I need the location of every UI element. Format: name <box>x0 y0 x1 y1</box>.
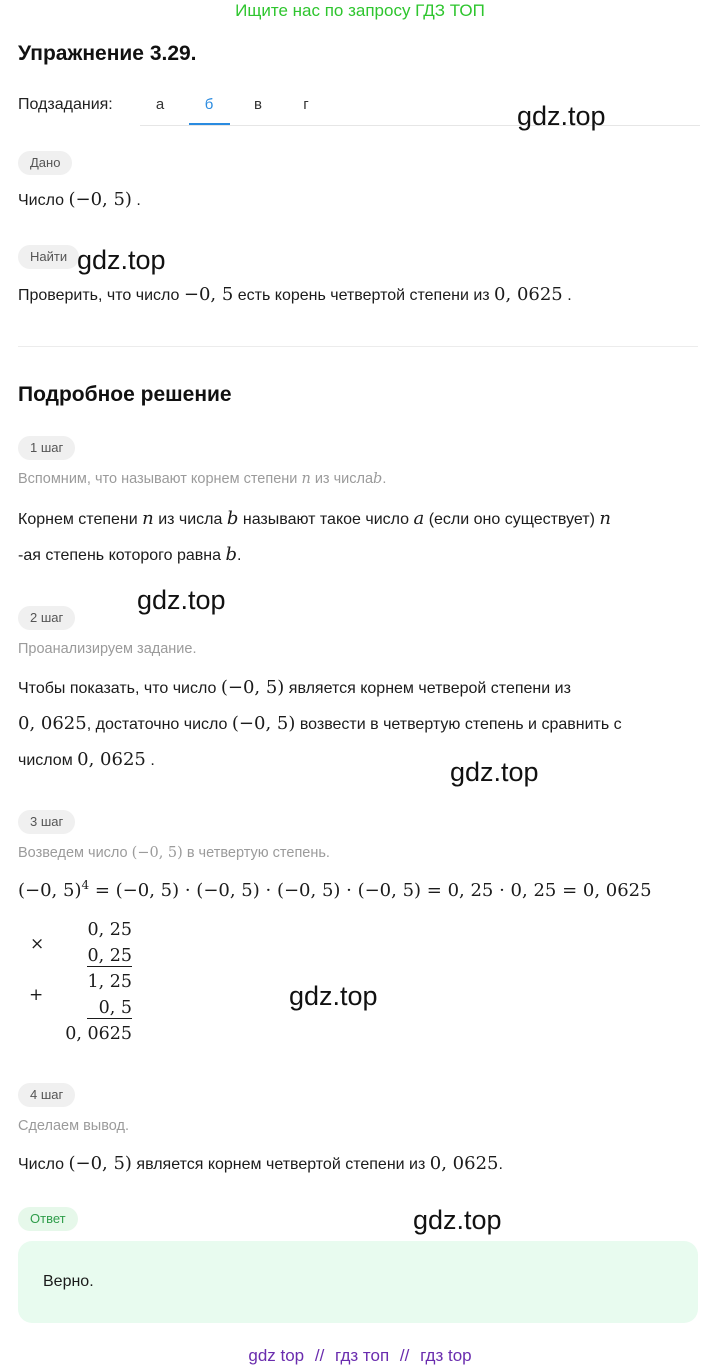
given-text <box>18 189 141 210</box>
footer-links <box>0 1346 720 1366</box>
step4-end: . <box>498 1156 503 1173</box>
step1-l2-a: -ая степень которого равна <box>18 547 221 564</box>
step2-line3 <box>18 749 155 770</box>
multiply-sign: × <box>30 934 45 954</box>
step4-num2: 0, 0625 <box>429 1153 499 1174</box>
step1-pill: 1 шаг <box>18 436 75 460</box>
formula-exponent: 4 <box>81 878 90 892</box>
step1-l1-n: n <box>142 508 154 529</box>
section-divider <box>18 346 698 347</box>
step1-l1-n2: n <box>599 508 611 529</box>
given-pill: Дано <box>18 151 72 175</box>
step2-l3-end: . <box>150 752 155 769</box>
watermark: gdz.top <box>517 101 606 131</box>
step1-l1-a: Корнем степени <box>18 511 138 528</box>
solution-title: Подробное решение <box>18 383 232 406</box>
given-prefix: Число <box>18 192 65 209</box>
step2-l3-num: 0, 0625 <box>77 749 146 770</box>
step1-hint-var: b <box>373 471 383 487</box>
find-suffix: . <box>567 287 572 304</box>
step1-line2 <box>18 544 241 565</box>
formula-rest: = (−0, 5) · (−0, 5) · (−0, 5) · (−0, 5) = 0, 25 · 0, 25 = 0, 0625 <box>94 880 652 901</box>
col-row-1: 0, 25 <box>87 920 132 940</box>
find-num2: 0, 0625 <box>494 284 563 305</box>
plus-sign: + <box>29 985 44 1005</box>
find-part2: есть корень четвертой степени из <box>237 287 490 304</box>
find-part1: Проверить, что число <box>18 287 180 304</box>
answer-text: Верно. <box>43 1273 94 1290</box>
col-row-3: 1, 25 <box>87 972 132 992</box>
step4-num: (−0, 5) <box>68 1153 132 1174</box>
step1-l2-end: . <box>236 547 242 564</box>
step2-hint: Проанализируем задание. <box>18 641 197 657</box>
watermark: gdz.top <box>77 245 166 275</box>
step2-l1-num: (−0, 5) <box>220 677 285 698</box>
find-text <box>18 284 572 305</box>
step2-l1-b: является корнем четверой степени из <box>288 680 571 697</box>
step1-l1-avar: a <box>413 508 425 529</box>
footer-link-3[interactable]: гдз top <box>420 1346 472 1365</box>
step4-hint: Сделаем вывод. <box>18 1118 130 1134</box>
formula-base: (−0, 5) <box>18 880 82 901</box>
tab-v[interactable]: в <box>254 96 262 113</box>
step4-pill: 4 шаг <box>18 1083 75 1107</box>
step2-l2-a: , достаточно число <box>86 716 228 733</box>
footer-link-1[interactable]: gdz top <box>248 1346 305 1365</box>
step1-hint-end: . <box>382 471 387 487</box>
step3-hint <box>18 845 330 861</box>
step3-pill: 3 шаг <box>18 810 75 834</box>
watermark: gdz.top <box>413 1205 502 1235</box>
col-row-4: 0, 5 <box>87 998 132 1019</box>
step4-a: Число <box>18 1156 65 1173</box>
watermark: gdz.top <box>289 981 378 1011</box>
step3-hint-b: в четвертую степень. <box>186 845 330 861</box>
find-pill: Найти <box>18 245 79 269</box>
tab-a[interactable]: а <box>155 96 165 113</box>
step2-line2 <box>18 713 622 734</box>
step2-l2-num: 0, 0625 <box>18 713 87 734</box>
step1-l1-c: называют такое число <box>242 511 410 528</box>
find-num1: −0, 5 <box>183 284 234 305</box>
step1-line1 <box>18 508 611 529</box>
step1-l2-var: b <box>225 544 237 565</box>
answer-pill: Ответ <box>18 1207 78 1231</box>
tab-b[interactable]: б <box>204 96 214 113</box>
tab-g[interactable]: г <box>303 96 309 113</box>
step4-line <box>18 1153 503 1174</box>
step2-l2-b: возвести в четвертую степень и сравнить с <box>299 716 622 733</box>
step4-b: является корнем четвертой степени из <box>136 1156 426 1173</box>
step1-hint <box>18 471 386 487</box>
step1-l1-var: b <box>226 508 239 529</box>
given-number: (−0, 5) <box>68 189 132 210</box>
tabs-underline <box>140 125 700 126</box>
given-suffix: . <box>136 192 141 209</box>
step2-l3-a: числом <box>18 752 73 769</box>
watermark: gdz.top <box>137 585 226 615</box>
footer-separator: // <box>399 1346 410 1365</box>
col-row-2: 0, 25 <box>87 946 132 966</box>
step1-l1-d: (если оно существует) <box>428 511 595 528</box>
search-banner: Ищите нас по запросу ГДЗ ТОП <box>235 1 485 20</box>
step2-l2-num2: (−0, 5) <box>231 713 296 734</box>
step2-pill: 2 шаг <box>18 606 75 630</box>
step3-hint-num: (−0, 5) <box>131 845 183 861</box>
step1-l1-b: из числа <box>158 511 223 528</box>
answer-box <box>18 1241 698 1323</box>
watermark: gdz.top <box>450 757 539 787</box>
subtasks-label: Подзадания: <box>18 96 113 113</box>
step2-l1-a: Чтобы показать, что число <box>18 680 217 697</box>
col-row-5: 0, 0625 <box>65 1024 132 1044</box>
tab-active-indicator <box>189 123 230 125</box>
step1-hint-n: n <box>301 471 311 487</box>
step2-line1 <box>18 677 571 698</box>
footer-separator: // <box>314 1346 325 1365</box>
step1-hint-a: Вспомним, что называют корнем степени <box>18 471 298 487</box>
step1-hint-b: из числа <box>314 471 374 487</box>
footer-link-2[interactable]: гдз топ <box>335 1346 390 1365</box>
step3-formula <box>18 878 652 901</box>
step3-hint-a: Возведем число <box>18 845 128 861</box>
page-title: Упражнение 3.29. <box>18 42 197 65</box>
